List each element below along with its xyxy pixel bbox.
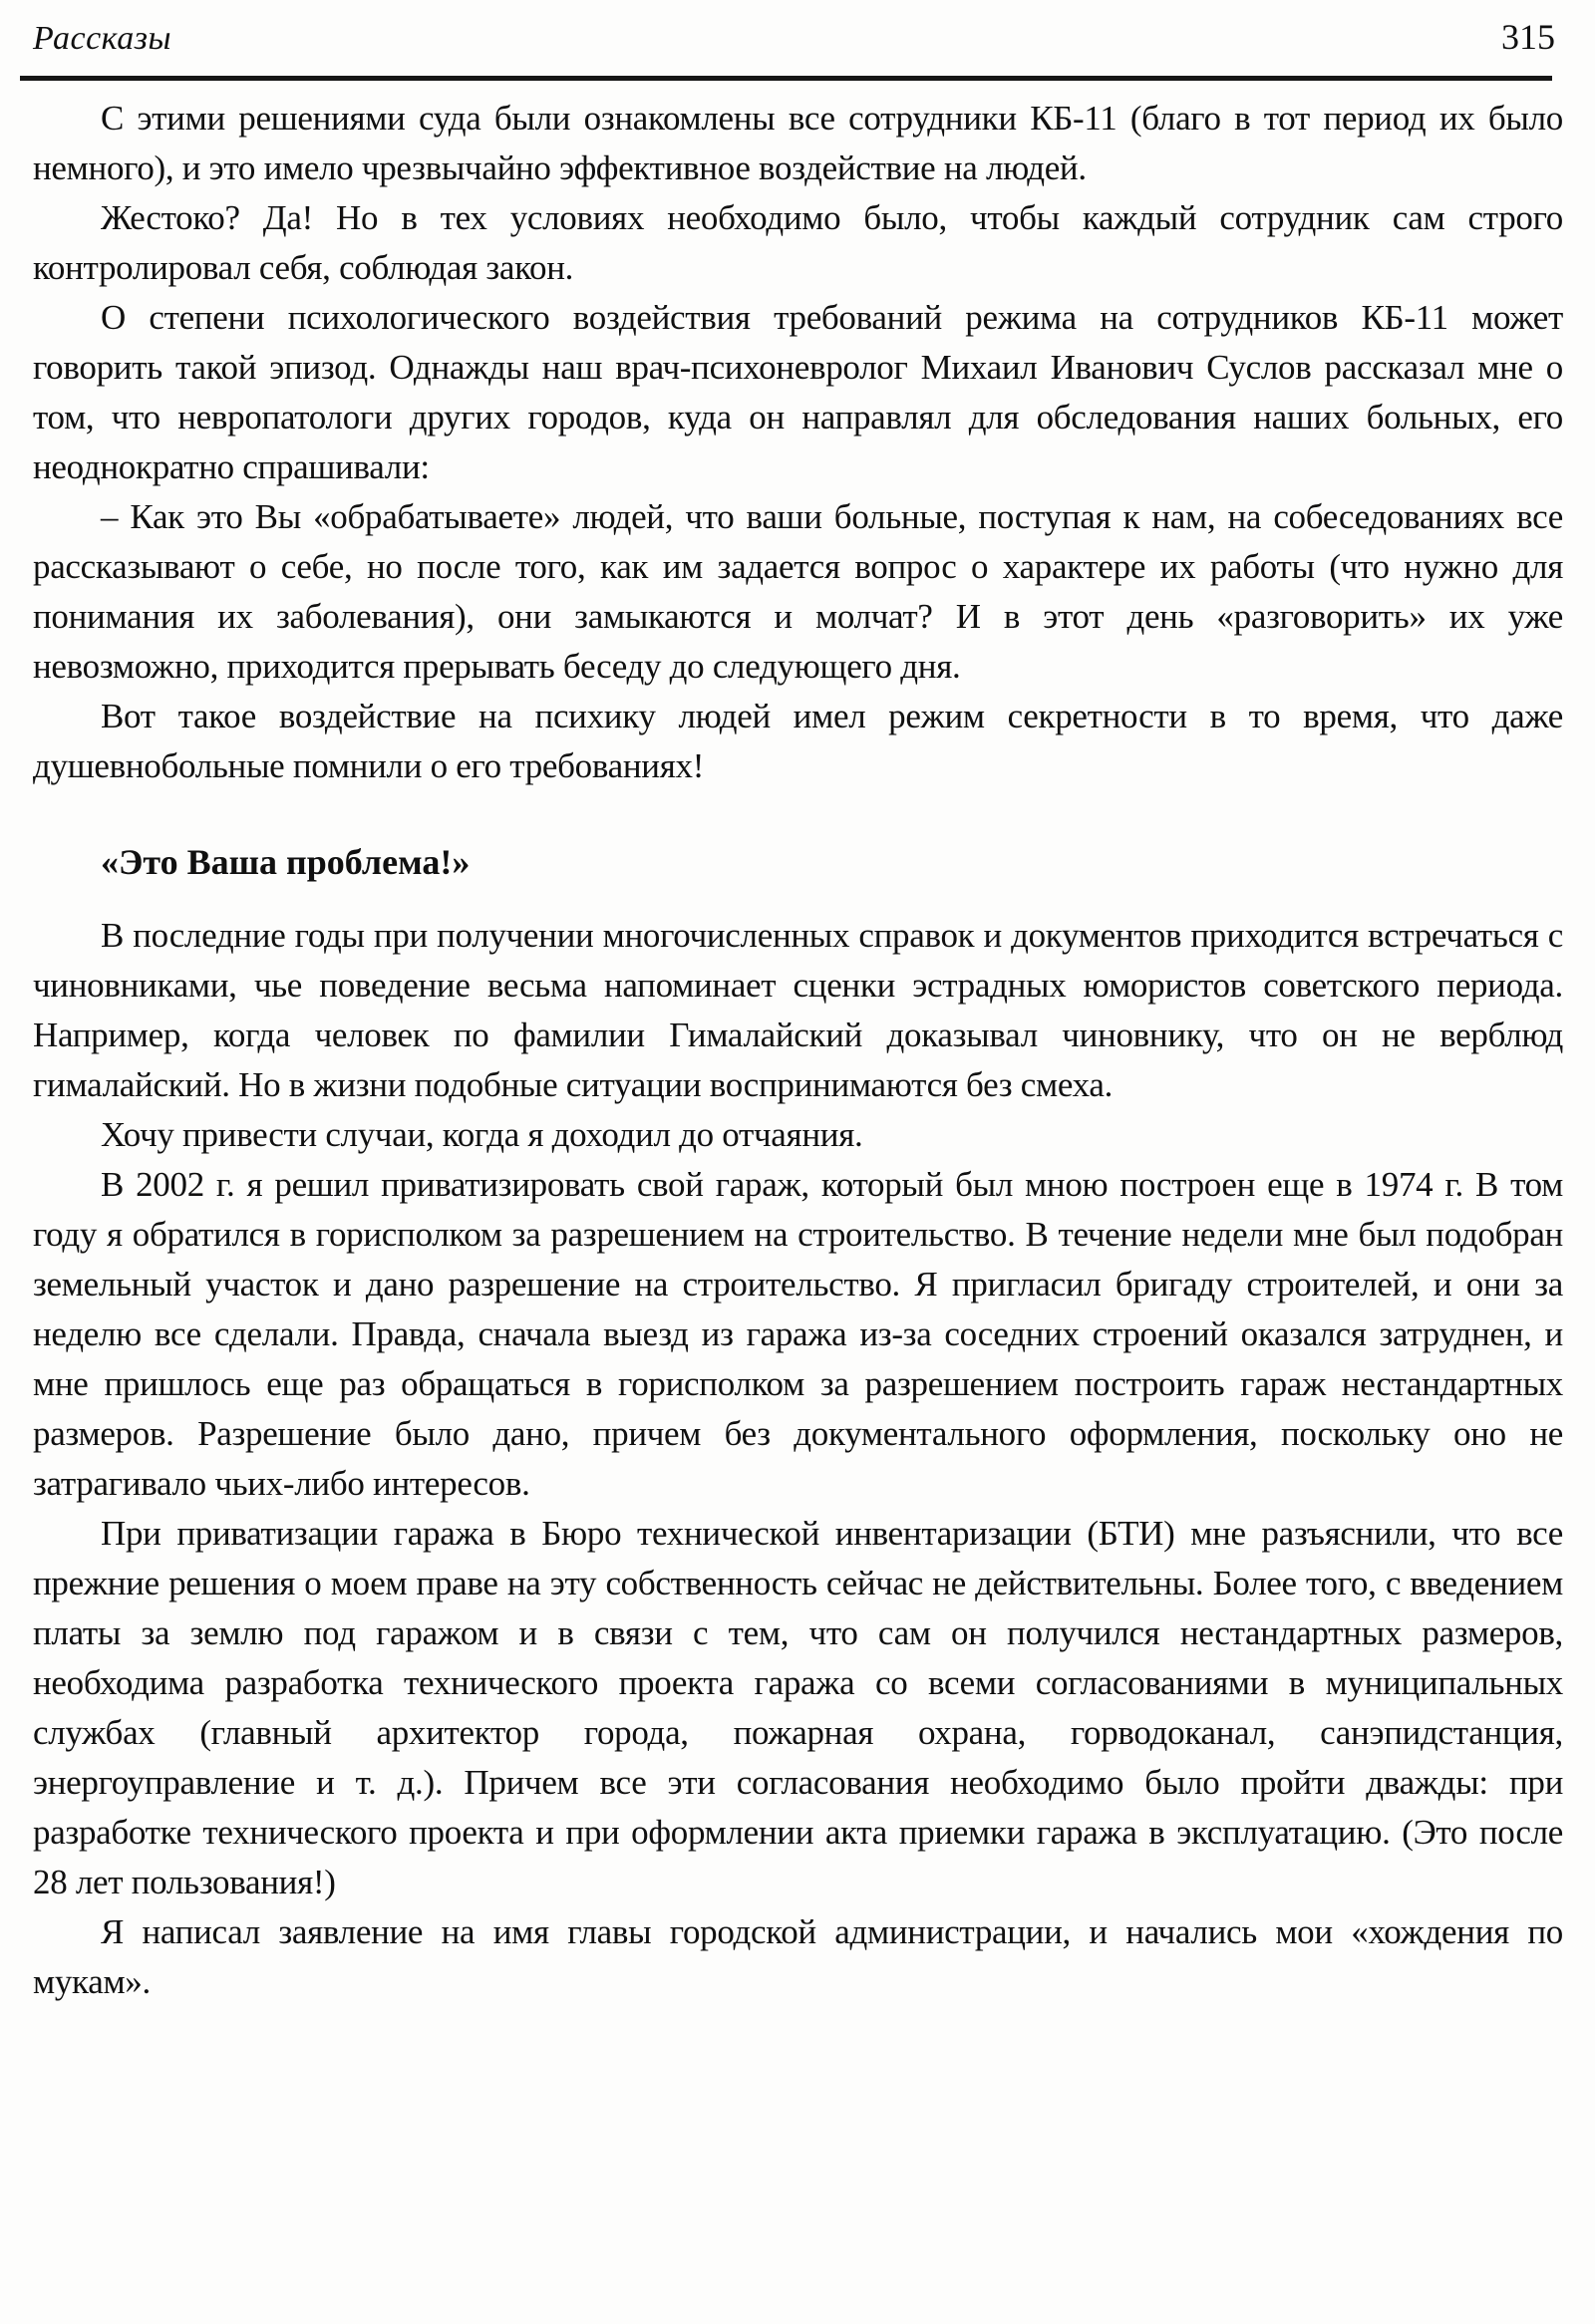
paragraph: Я написал заявление на имя главы городской администрации, и начались мои «хождения по мукам». xyxy=(33,1912,1563,2001)
paragraph: При приватизации гаража в Бюро технической инвентаризации (БТИ) мне разъяснили, что все прежние решения о моем праве на эту собственность сейчас не действительны. Более того, с введением платы за землю под гаражом и в связи с тем, что сам он получился нестандартных размеров, необходима разработка технического проекта гаража со всеми согласованиями в муниципальных службах (главный архитектор города, пожарная охрана, горводоканал, санэпидстанция, энергоуправление и т. д.). Причем все эти согласования необходимо было пройти дважды: при разработке технического проекта и при оформлении акта приемки гаража в эксплуатацию. (Это после 28 лет пользования!) xyxy=(33,1514,1563,1901)
paragraph: В последние годы при получении многочисленных справок и документов приходится встречаться с чиновниками, чье поведение весьма напоминает сценки эстрадных юмористов советского периода. Например, когда человек по фамилии Гималайский доказывал чиновнику, что он не верблюд гималайский. Но в жизни подобные ситуации воспринимаются без смеха. xyxy=(33,916,1563,1104)
paragraph: Хочу привести случаи, когда я доходил до отчаяния. xyxy=(101,1115,863,1154)
paragraph: Вот такое воздействие на психику людей имел режим секретности в то время, что даже душевнобольные помнили о его требованиях! xyxy=(33,697,1563,785)
running-title: Рассказы xyxy=(33,20,172,57)
paragraph: О степени психологического воздействия требований режима на сотрудников КБ-11 может говорить такой эпизод. Однажды наш врач-психоневролог Михаил Иванович Суслов рассказал мне о том, что невропатологи других городов, куда он направлял для обследования наших больных, его неоднократно спрашивали: xyxy=(33,298,1563,486)
paragraph: Жестоко? Да! Но в тех условиях необходимо было, чтобы каждый сотрудник сам строго контролировал себя, соблюдая закон. xyxy=(33,198,1563,287)
section-heading: «Это Ваша проблема!» xyxy=(101,842,471,882)
paragraph: С этими решениями суда были ознакомлены все сотрудники КБ-11 (благо в тот период их было немного), и это имело чрезвычайно эффективное воздействие на людей. xyxy=(33,99,1563,187)
page-header xyxy=(0,16,1595,62)
paragraph: В 2002 г. я решил приватизировать свой гараж, который был мною построен еще в 1974 г. В том году я обратился в горисполком за разрешением на строительство. В течение недели мне был подобран земельный участок и дано разрешение на строительство. Я пригласил бригаду строителей, и они за неделю все сделали. Правда, сначала выезд из гаража из-за соседних строений оказался затруднен, и мне пришлось еще раз обращаться в горисполком за разрешением построить гараж нестандартных размеров. Разрешение было дано, причем без документального оформления, поскольку оно не затрагивало чьих-либо интересов. xyxy=(33,1165,1563,1503)
paragraph: – Как это Вы «обрабатываете» людей, что ваши больные, поступая к нам, на собеседованиях все рассказывают о себе, но после того, как им задается вопрос о характере их работы (что нужно для понимания их заболевания), они замыкаются и молчат? И в этот день «разговорить» их уже невозможно, приходится прерывать беседу до следующего дня. xyxy=(33,497,1563,686)
page-body xyxy=(0,81,1595,2007)
page-number: 315 xyxy=(1501,17,1555,57)
